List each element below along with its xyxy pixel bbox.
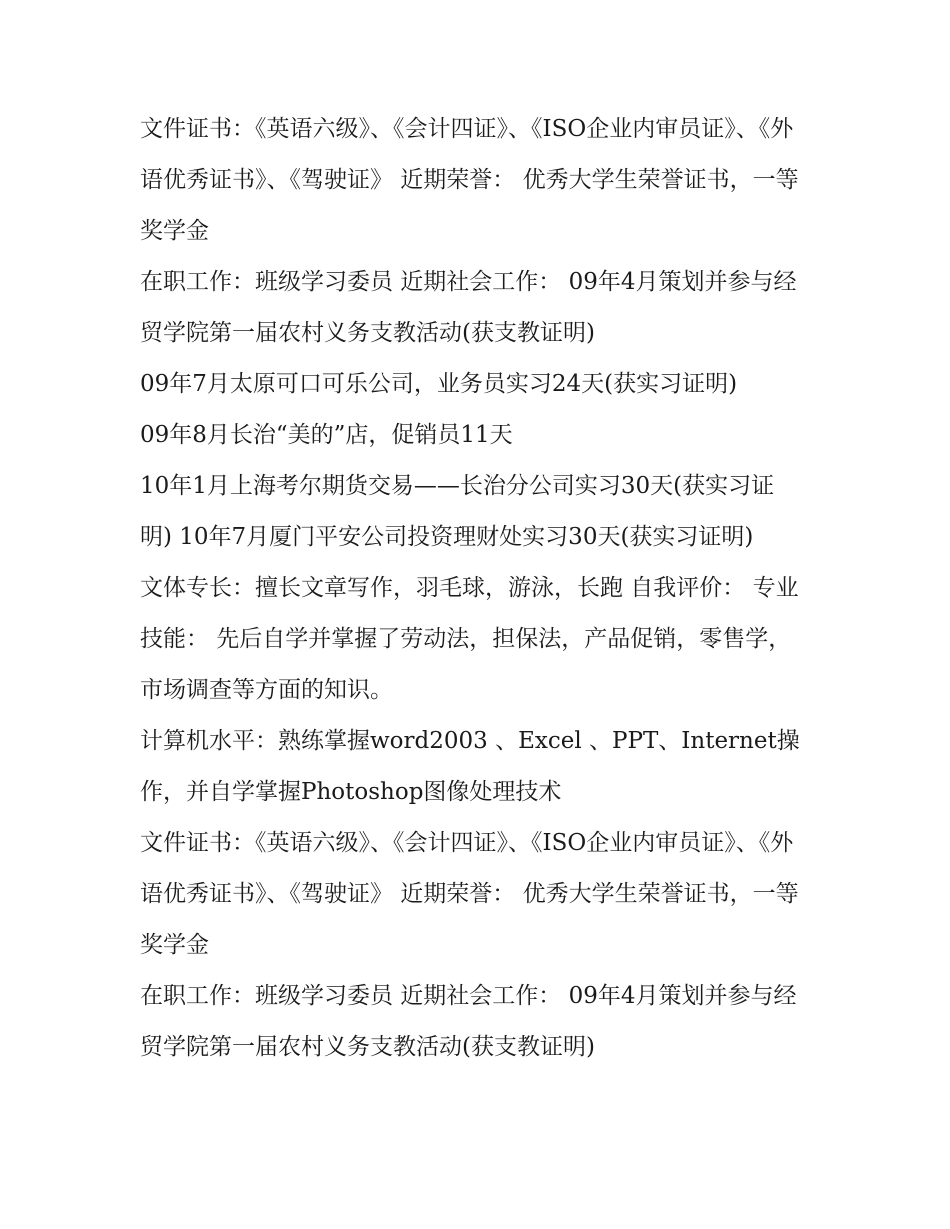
paragraph-work-duties: 在职工作：班级学习委员 近期社会工作： 09年4月策划并参与经贸学院第一届农村义务支教活动(获支教证明) xyxy=(140,269,797,346)
document-body xyxy=(140,104,805,1073)
paragraph-skills-self-evaluation: 文体专长：擅长文章写作，羽毛球，游泳，长跑 自我评价： 专业技能： 先后自学并掌握了劳动法，担保法，产品促销，零售学，市场调查等方面的知识。 xyxy=(140,575,799,703)
paragraph-certificates-repeat: 文件证书：《英语六级》、《会计四证》、《ISO企业内审员证》、《外语优秀证书》、《驾驶证》 近期荣誉： 优秀大学生荣誉证书，一等奖学金 xyxy=(140,830,799,958)
paragraph-computer-skills: 计算机水平：熟练掌握word2003 、Excel 、PPT、Internet操作，并自学掌握Photoshop图像处理技术 xyxy=(140,728,800,805)
paragraph-internship-midea: 09年8月长治“美的”店，促销员11天 xyxy=(140,422,513,448)
paragraph-work-duties-repeat: 在职工作：班级学习委员 近期社会工作： 09年4月策划并参与经贸学院第一届农村义务支教活动(获支教证明) xyxy=(140,983,797,1060)
paragraph-internship-futures: 10年1月上海考尔期货交易——长治分公司实习30天(获实习证明) 10年7月厦门平安公司投资理财处实习30天(获实习证明) xyxy=(140,473,775,550)
paragraph-internship-cocacola: 09年7月太原可口可乐公司，业务员实习24天(获实习证明) xyxy=(140,371,738,397)
paragraph-certificates: 文件证书：《英语六级》、《会计四证》、《ISO企业内审员证》、《外语优秀证书》、《驾驶证》 近期荣誉： 优秀大学生荣誉证书，一等奖学金 xyxy=(140,116,799,244)
